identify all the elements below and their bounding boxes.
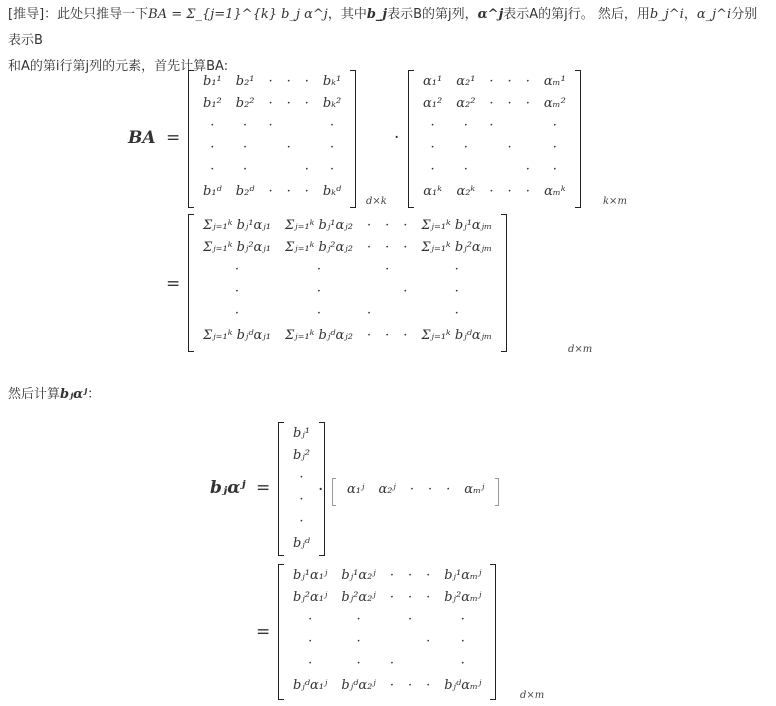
intro-paragraph — [8, 2, 768, 80]
matrix-B-cell: · — [210, 117, 215, 133]
matrix-BA-row — [196, 280, 499, 302]
matrix-BA-cell — [396, 258, 414, 280]
column-vector-row — [286, 422, 317, 444]
matrix-outer-cell: · — [407, 677, 413, 693]
matrix-BA-cell: · — [234, 283, 240, 299]
intro-mid2: 表示B的第j列， — [387, 7, 478, 22]
matrix-A-cell: · — [489, 117, 494, 133]
matrix-A-cell: · — [463, 161, 468, 177]
matrix-BA-row — [196, 258, 499, 280]
matrix-BA-cell: Σⱼ₌₁ᵏ bⱼᵈαⱼ₂ — [284, 327, 353, 343]
matrix-outer-cell: · — [460, 611, 465, 627]
matrix-BA-cell: · — [403, 327, 408, 343]
matrix-A-cell: αₘ¹ — [543, 73, 566, 89]
eq2-equals-2: = — [256, 622, 271, 642]
matrix-outer-cell: · — [389, 677, 394, 693]
matrix-B-cell: · — [329, 139, 335, 155]
matrix-B-cell: · — [286, 95, 291, 111]
matrix-BA-cell: · — [366, 239, 372, 255]
matrix-A-cell: · — [430, 139, 435, 155]
column-vector-cell: · — [299, 469, 304, 485]
matrix-B-cell: · — [268, 95, 273, 111]
matrix-A-cell: α₁¹ — [423, 73, 443, 89]
matrix-B-cell: · — [243, 161, 248, 177]
matrix-outer-row — [286, 608, 488, 630]
intro-mid3: 表示A的第j行。 然后，用 — [503, 7, 650, 22]
row-vector-alpha — [332, 478, 499, 506]
matrix-outer-cell: · — [407, 589, 413, 605]
matrix-BA-cell: Σⱼ₌₁ᵏ bⱼᵈαⱼₘ — [421, 327, 493, 343]
row-vector-row — [340, 478, 491, 500]
matrix-B-cell: · — [210, 139, 215, 155]
eq1-lhs: BA — [128, 128, 156, 148]
matrix-BA-row — [196, 324, 499, 346]
matrix-A-cell: · — [489, 183, 494, 199]
matrix-A-cell: α₂¹ — [456, 73, 476, 89]
matrix-outer-cell: bⱼᵈαₘʲ — [444, 677, 482, 693]
matrix-A-cell — [482, 158, 500, 180]
eq1-dot: · — [394, 128, 400, 148]
matrix-B-cell — [262, 136, 280, 158]
eq2-equals: = — [256, 478, 271, 498]
matrix-A-cell — [501, 114, 519, 136]
matrix-A-row — [416, 92, 573, 114]
matrix-BA-row — [196, 236, 499, 258]
matrix-A-cell — [482, 136, 500, 158]
column-vector-row — [286, 488, 317, 510]
matrix-B-cell — [298, 114, 316, 136]
column-vector-row — [286, 532, 317, 554]
matrix-BA-cell: Σⱼ₌₁ᵏ bⱼ²αⱼ₁ — [203, 239, 271, 255]
matrix-B-cell: · — [329, 161, 335, 177]
matrix-B-cell — [280, 114, 298, 136]
row-vector-cell: · — [409, 481, 415, 497]
column-vector-cell: · — [299, 513, 304, 529]
matrix-BA-size: d×m — [568, 344, 593, 355]
matrix-A-cell: α₁ᵏ — [423, 183, 442, 199]
matrix-B-cell: bₖ² — [322, 95, 342, 111]
matrix-outer-cell: · — [426, 589, 431, 605]
intro-bj: b_j — [366, 7, 388, 22]
matrix-B-cell: · — [304, 183, 309, 199]
matrix-A — [408, 70, 581, 208]
matrix-B — [188, 70, 356, 208]
intro-bij: b_j^i — [649, 7, 684, 22]
matrix-BA-cell: · — [366, 305, 372, 321]
matrix-B-row — [196, 114, 348, 136]
matrix-B-size: d×k — [366, 196, 387, 207]
column-vector-row — [286, 510, 317, 532]
matrix-B-cell: bₖᵈ — [322, 183, 342, 199]
intro-sep: ， — [683, 7, 697, 22]
matrix-BA-cell — [378, 302, 396, 324]
matrix-A-cell: α₂² — [456, 95, 476, 111]
intro-alij: α_j^i — [696, 7, 732, 22]
matrix-B-cell: · — [268, 183, 273, 199]
matrix-BA-cell: · — [385, 327, 390, 343]
matrix-A-cell: · — [552, 117, 557, 133]
intro-expr: BA = Σ_{j=1}^{k} b_j α^j — [148, 7, 328, 22]
matrix-BA-cell: · — [366, 217, 372, 233]
matrix-BA-row — [196, 214, 499, 236]
matrix-BA-cell: · — [234, 261, 240, 277]
matrix-outer-cell: · — [356, 655, 361, 671]
matrix-B-row — [196, 70, 348, 92]
matrix-BA-cell: Σⱼ₌₁ᵏ bⱼ¹αⱼ₂ — [284, 217, 353, 233]
matrix-BA-cell: Σⱼ₌₁ᵏ bⱼᵈαⱼ₁ — [203, 327, 271, 343]
row-vector-cell: α₁ʲ — [347, 481, 365, 497]
intro-mid4: 分别表示B — [8, 7, 758, 48]
row-vector-cell: α₂ʲ — [378, 481, 396, 497]
matrix-A-table — [416, 70, 573, 202]
eq2-lhs: bⱼαʲ — [210, 478, 246, 498]
matrix-A-cell: α₂ᵏ — [456, 183, 476, 199]
matrix-A-cell — [519, 136, 537, 158]
matrix-BA-result — [188, 214, 507, 352]
matrix-B-cell: · — [268, 117, 273, 133]
matrix-A-cell: · — [489, 73, 494, 89]
matrix-outer-cell: · — [308, 611, 313, 627]
matrix-B-cell — [262, 158, 280, 180]
matrix-BA-cell — [360, 280, 378, 302]
matrix-B-row — [196, 136, 348, 158]
eq1-equals-2: = — [166, 274, 181, 294]
matrix-B-row — [196, 158, 348, 180]
matrix-outer-cell: bⱼ²α₁ʲ — [293, 589, 328, 605]
matrix-A-cell — [519, 114, 537, 136]
matrix-B-cell: b₁¹ — [203, 73, 222, 89]
matrix-A-cell: · — [489, 95, 494, 111]
matrix-B-cell: · — [329, 117, 335, 133]
matrix-outer-cell — [419, 608, 437, 630]
eq1-equals: = — [166, 128, 181, 148]
matrix-B-cell: bₖ¹ — [322, 73, 342, 89]
then-expr: bⱼαʲ — [60, 387, 88, 402]
matrix-outer-cell: bⱼ²αₘʲ — [444, 589, 482, 605]
matrix-BA-cell: · — [454, 283, 459, 299]
matrix-A-cell: αₘᵏ — [544, 183, 566, 199]
matrix-outer-cell — [401, 630, 419, 652]
matrix-BA-cell: · — [316, 305, 322, 321]
matrix-outer-cell: · — [426, 677, 431, 693]
matrix-A-cell: · — [507, 73, 512, 89]
matrix-BA-cell: Σⱼ₌₁ᵏ bⱼ²αⱼ₂ — [284, 239, 353, 255]
matrix-BA-cell: · — [385, 217, 390, 233]
matrix-A-cell: αₘ² — [543, 95, 566, 111]
matrix-BA-cell: · — [385, 239, 390, 255]
matrix-BA-cell — [360, 258, 378, 280]
matrix-A-row — [416, 158, 573, 180]
matrix-BA-cell: · — [316, 283, 322, 299]
then-colon: ： — [87, 387, 101, 402]
matrix-A-cell: · — [552, 161, 557, 177]
matrix-A-cell: · — [552, 139, 557, 155]
matrix-BA-cell: · — [385, 261, 390, 277]
intro-line2: 和A的第i行第j列的元素，首先计算BA: — [8, 59, 229, 74]
matrix-outer-cell: · — [426, 633, 431, 649]
matrix-B-cell: · — [243, 117, 248, 133]
matrix-B-row — [196, 92, 348, 114]
matrix-outer-cell — [419, 652, 437, 674]
matrix-outer-cell: bⱼ¹α₂ʲ — [341, 567, 376, 583]
matrix-A-cell: · — [525, 73, 530, 89]
matrix-outer-cell: · — [389, 589, 394, 605]
row-vector-cell: · — [428, 481, 433, 497]
matrix-B-cell: · — [268, 73, 273, 89]
matrix-BA-cell: Σⱼ₌₁ᵏ bⱼ¹αⱼ₁ — [203, 217, 271, 233]
matrix-BA-cell: · — [234, 305, 240, 321]
matrix-B-cell: · — [210, 161, 215, 177]
matrix-outer-cell: · — [389, 655, 394, 671]
matrix-B-cell: b₁ᵈ — [203, 183, 222, 199]
matrix-A-row — [416, 114, 573, 136]
matrix-outer-cell: · — [460, 655, 465, 671]
matrix-A-size: k×m — [603, 196, 627, 207]
matrix-outer-cell: · — [407, 567, 413, 583]
matrix-outer-cell: · — [426, 567, 431, 583]
matrix-outer-row — [286, 652, 488, 674]
matrix-BA-row — [196, 302, 499, 324]
intro-alpha: α^j — [477, 7, 504, 22]
matrix-B-cell: · — [286, 73, 291, 89]
matrix-B-cell — [298, 136, 316, 158]
then-text: 然后计算 — [8, 387, 61, 402]
matrix-outer-cell: bⱼ²α₂ʲ — [341, 589, 376, 605]
column-vector-cell: bⱼ¹ — [293, 425, 310, 441]
matrix-B-table — [196, 70, 348, 202]
matrix-A-cell: · — [525, 95, 530, 111]
matrix-outer-row — [286, 630, 488, 652]
matrix-BA-cell: · — [316, 261, 322, 277]
matrix-B-cell: b₂² — [235, 95, 255, 111]
matrix-A-row — [416, 136, 573, 158]
matrix-BA-cell — [378, 280, 396, 302]
matrix-A-cell: · — [525, 161, 530, 177]
column-vector-cell: · — [299, 491, 304, 507]
matrix-outer-cell: · — [407, 611, 413, 627]
matrix-outer-result — [278, 564, 496, 700]
matrix-outer-cell: · — [308, 655, 313, 671]
matrix-B-cell: b₂¹ — [235, 73, 255, 89]
matrix-A-row — [416, 180, 573, 202]
matrix-B-cell: · — [243, 139, 248, 155]
matrix-BA-cell: · — [454, 261, 459, 277]
matrix-outer-cell: bⱼᵈα₂ʲ — [341, 677, 376, 693]
matrix-B-cell: b₂ᵈ — [235, 183, 255, 199]
matrix-outer-cell: · — [389, 567, 394, 583]
matrix-outer-cell — [383, 608, 401, 630]
matrix-B-cell: b₁² — [203, 95, 222, 111]
matrix-outer-cell: · — [356, 611, 361, 627]
matrix-BA-cell: Σⱼ₌₁ᵏ bⱼ¹αⱼₘ — [421, 217, 493, 233]
matrix-outer-size: d×m — [520, 690, 545, 701]
matrix-A-cell: · — [430, 117, 435, 133]
matrix-BA-cell: · — [366, 327, 372, 343]
matrix-outer-row — [286, 674, 488, 696]
matrix-outer-cell: · — [356, 633, 361, 649]
matrix-B-cell: · — [304, 95, 309, 111]
matrix-outer-cell: bⱼ¹αₘʲ — [444, 567, 482, 583]
matrix-BA-cell: Σⱼ₌₁ᵏ bⱼ²αⱼₘ — [421, 239, 493, 255]
matrix-outer-table — [286, 564, 488, 696]
matrix-outer-cell — [383, 630, 401, 652]
matrix-B-row — [196, 180, 348, 202]
matrix-BA-cell: · — [403, 283, 408, 299]
matrix-outer-row — [286, 586, 488, 608]
eq2-dot: · — [318, 480, 324, 500]
intro-mid1: ，其中 — [327, 7, 367, 22]
then-paragraph — [8, 382, 100, 408]
matrix-A-cell: · — [430, 161, 435, 177]
matrix-B-cell: · — [286, 183, 291, 199]
intro-prefix: [推导]：此处只推导一下 — [8, 7, 149, 22]
matrix-B-cell: · — [304, 73, 309, 89]
matrix-A-cell — [501, 158, 519, 180]
matrix-outer-cell — [401, 652, 419, 674]
matrix-BA-cell — [396, 302, 414, 324]
row-vector-table — [340, 478, 491, 500]
matrix-A-cell: · — [463, 117, 468, 133]
column-vector-cell: bⱼᵈ — [293, 535, 310, 551]
row-vector-cell: αₘʲ — [464, 481, 485, 497]
matrix-A-row — [416, 70, 573, 92]
matrix-outer-cell: bⱼ¹α₁ʲ — [293, 567, 328, 583]
matrix-A-cell: · — [507, 183, 512, 199]
matrix-BA-cell: · — [454, 305, 459, 321]
matrix-BA-cell: · — [403, 217, 408, 233]
matrix-B-cell: · — [286, 139, 291, 155]
matrix-B-cell — [280, 158, 298, 180]
column-vector-table — [286, 422, 317, 554]
column-vector-row — [286, 466, 317, 488]
matrix-A-cell: · — [507, 95, 512, 111]
column-vector-row — [286, 444, 317, 466]
matrix-A-cell: α₁² — [423, 95, 443, 111]
matrix-outer-cell: bⱼᵈα₁ʲ — [293, 677, 328, 693]
column-vector-cell: bⱼ² — [293, 447, 310, 463]
matrix-B-cell: · — [304, 161, 309, 177]
matrix-outer-cell: · — [460, 633, 465, 649]
matrix-A-cell: · — [507, 139, 512, 155]
matrix-outer-cell: · — [308, 633, 313, 649]
matrix-BA-table — [196, 214, 499, 346]
row-vector-cell: · — [446, 481, 451, 497]
matrix-A-cell: · — [525, 183, 530, 199]
matrix-outer-row — [286, 564, 488, 586]
matrix-A-cell: · — [463, 139, 468, 155]
matrix-BA-cell: · — [403, 239, 408, 255]
